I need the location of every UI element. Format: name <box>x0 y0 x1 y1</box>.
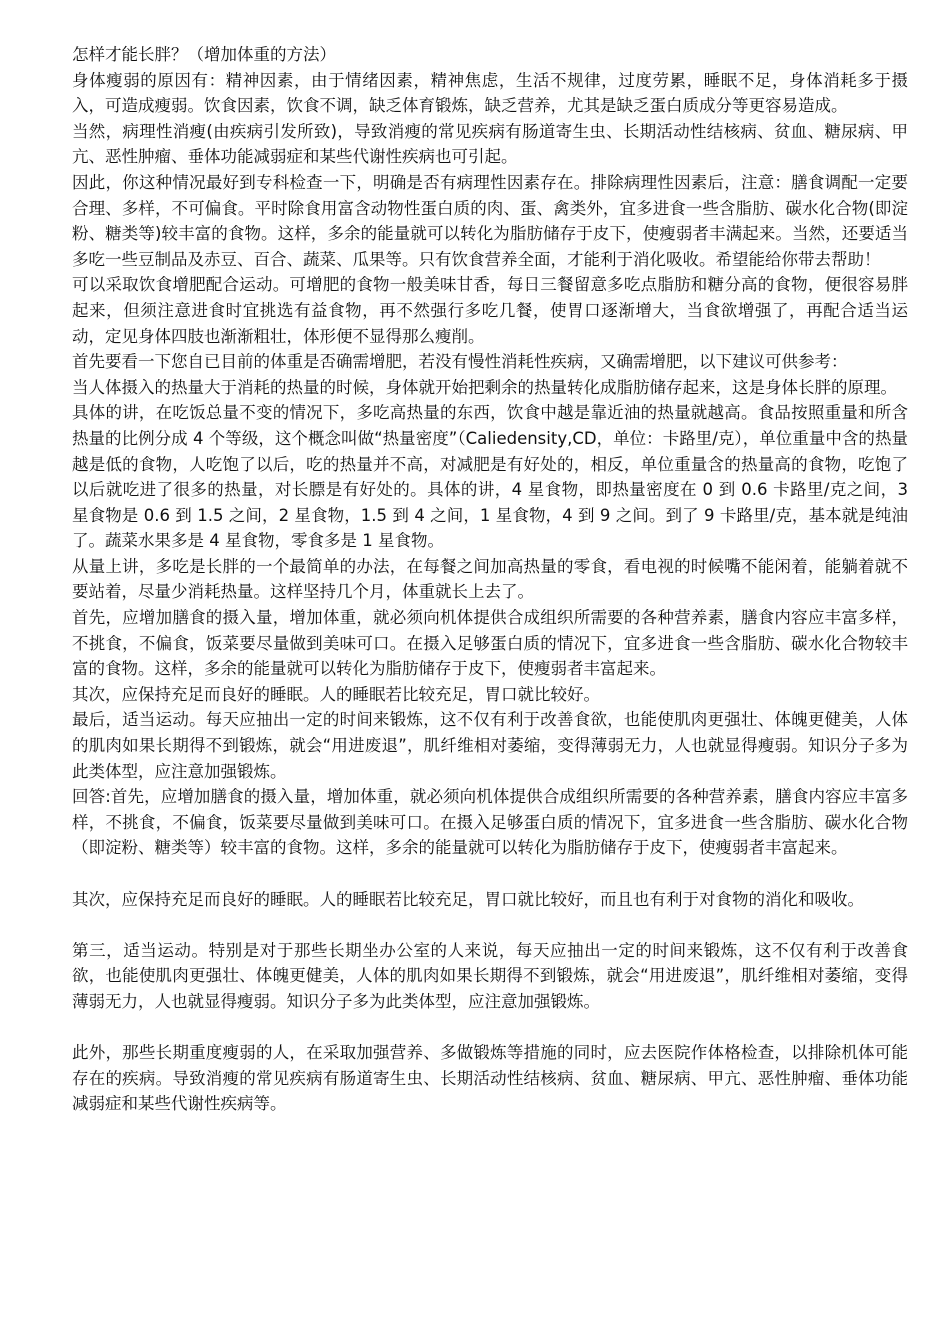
paragraph-pathological: 当然，病理性消瘦(由疾病引发所致)，导致消瘦的常见疾病有肠道寄生虫、长期活动性结核病、贫血、糖尿病、甲亢、恶性肿瘤、垂体功能减弱症和某些代谢性疾病也可引起。 <box>72 121 908 167</box>
paragraph-diet-exercise: 可以采取饮食增肥配合运动。可增肥的食物一般美味甘香，每日三餐留意多吃点脂肪和糖分高的食物，便很容易胖起来，但须注意进食时宜挑选有益食物，再不然强行多吃几餐，使胃口逐渐增大，当食欲增强了，再配合适当运动，定见身体四肢也渐渐粗壮，体形便不显得那么瘦削。 <box>72 275 908 346</box>
paragraph-answer: 回答:首先，应增加膳食的摄入量，增加体重，就必须向机体提供合成组织所需要的各种营养素，膳食内容应丰富多样，不挑食，不偏食，饭菜要尽量做到美味可口。在摄入足够蛋白质的情况下，宜多进食一些含脂肪、碳水化合物（即淀粉、糖类等）较丰富的食物。这样，多余的能量就可以转化为脂肪储存于皮下，使瘦弱者丰富起来。 <box>72 787 908 858</box>
paragraph-answer-checkup: 此外，那些长期重度瘦弱的人，在采取加强营养、多做锻炼等措施的同时，应去医院作体格检查，以排除机体可能存在的疾病。导致消瘦的常见疾病有肠道寄生虫、长期活动性结核病、贫血、糖尿病、甲亢、恶性肿瘤、垂体功能减弱症和某些代谢性疾病等。 <box>72 1043 908 1114</box>
paragraph-answer-exercise: 第三，适当运动。特别是对于那些长期坐办公室的人来说，每天应抽出一定的时间来锻炼，这不仅有利于改善食欲，也能使肌肉更强壮、体魄更健美，人体的肌肉如果长期得不到锻炼，就会“用进废退”，肌纤维相对萎缩，变得薄弱无力，人也就显得瘦弱。知识分子多为此类体型，应注意加强锻炼。 <box>72 940 908 1011</box>
paragraph-eat-more: 从量上讲，多吃是长胖的一个最简单的办法，在每餐之间加高热量的零食，看电视的时候嘴不能闲着，能躺着就不要站着，尽量少消耗热量。这样坚持几个月，体重就长上去了。 <box>72 556 908 602</box>
paragraph-answer-sleep: 其次，应保持充足而良好的睡眠。人的睡眠若比较充足，胃口就比较好，而且也有利于对食物的消化和吸收。 <box>72 889 864 909</box>
paragraph-causes: 身体瘦弱的原因有：精神因素，由于情绪因素，精神焦虑，生活不规律，过度劳累，睡眠不足，身体消耗多于摄入，可造成瘦弱。饮食因素，饮食不调，缺乏体育锻炼，缺乏营养，尤其是缺乏蛋白质成分等更容易造成。 <box>72 70 908 116</box>
document-body <box>72 42 908 1117</box>
paragraph-first: 首先，应增加膳食的摄入量，增加体重，就必须向机体提供合成组织所需要的各种营养素，膳食内容应丰富多样，不挑食，不偏食，饭菜要尽量做到美味可口。在摄入足够蛋白质的情况下，宜多进食一些含脂肪、碳水化合物较丰富的食物。这样，多余的能量就可以转化为脂肪储存于皮下，使瘦弱者丰富起来。 <box>72 608 908 679</box>
paragraph-diet-advice: 因此，你这种情况最好到专科检查一下，明确是否有病理性因素存在。排除病理性因素后，注意：膳食调配一定要合理、多样，不可偏食。平时除食用富含动物性蛋白质的肉、蛋、禽类外，宜多进食一些含脂肪、碳水化合物(即淀粉、糖类等)较丰富的食物。这样，多余的能量就可以转化为脂肪储存于皮下，使瘦弱者丰满起来。当然，还要适当多吃一些豆制品及赤豆、百合、蔬菜、瓜果等。只有饮食营养全面，才能利于消化吸收。希望能给你带去帮助！ <box>72 172 908 269</box>
paragraph-calorie-density: 具体的讲，在吃饭总量不变的情况下，多吃高热量的东西，饮食中越是靠近油的热量就越高。食品按照重量和所含热量的比例分成 4 个等级，这个概念叫做“热量密度”（Caliedensity,CD，单位：卡路里/克），单位重量中含的热量越是低的食物，人吃饱了以后，吃的热量并不高，对减肥是有好处的，相反，单位重量含的热量高的食物，吃饱了以后就吃进了很多的热量，对长膘是有好处的。具体的讲，4 星食物，即热量密度在 0 到 0.6 卡路里/克之间，3 星食物是 0.6 到 1.5 之间，2 星食物，1.5 到 4 之间，1 星食物，4 到 9 之间。到了 9 卡路里/克，基本就是纯油了。蔬菜水果多是 4 星食物，零食多是 1 星食物。 <box>72 403 908 551</box>
paragraph-last: 最后，适当运动。每天应抽出一定的时间来锻炼，这不仅有利于改善食欲，也能使肌肉更强壮、体魄更健美，人体的肌肉如果长期得不到锻炼，就会“用进废退”，肌纤维相对萎缩，变得薄弱无力，人也就显得瘦弱。知识分子多为此类体型，应注意加强锻炼。 <box>72 710 908 781</box>
paragraph-principle: 当人体摄入的热量大于消耗的热量的时候，身体就开始把剩余的热量转化成脂肪储存起来，这是身体长胖的原理。 <box>72 377 897 397</box>
paragraph-second: 其次，应保持充足而良好的睡眠。人的睡眠若比较充足，胃口就比较好。 <box>72 684 600 704</box>
paragraph-check-weight: 首先要看一下您自已目前的体重是否确需增肥，若没有慢性消耗性疾病，又确需增肥，以下建议可供参考： <box>72 352 848 372</box>
document-title: 怎样才能长胖？（增加体重的方法） <box>72 45 336 64</box>
